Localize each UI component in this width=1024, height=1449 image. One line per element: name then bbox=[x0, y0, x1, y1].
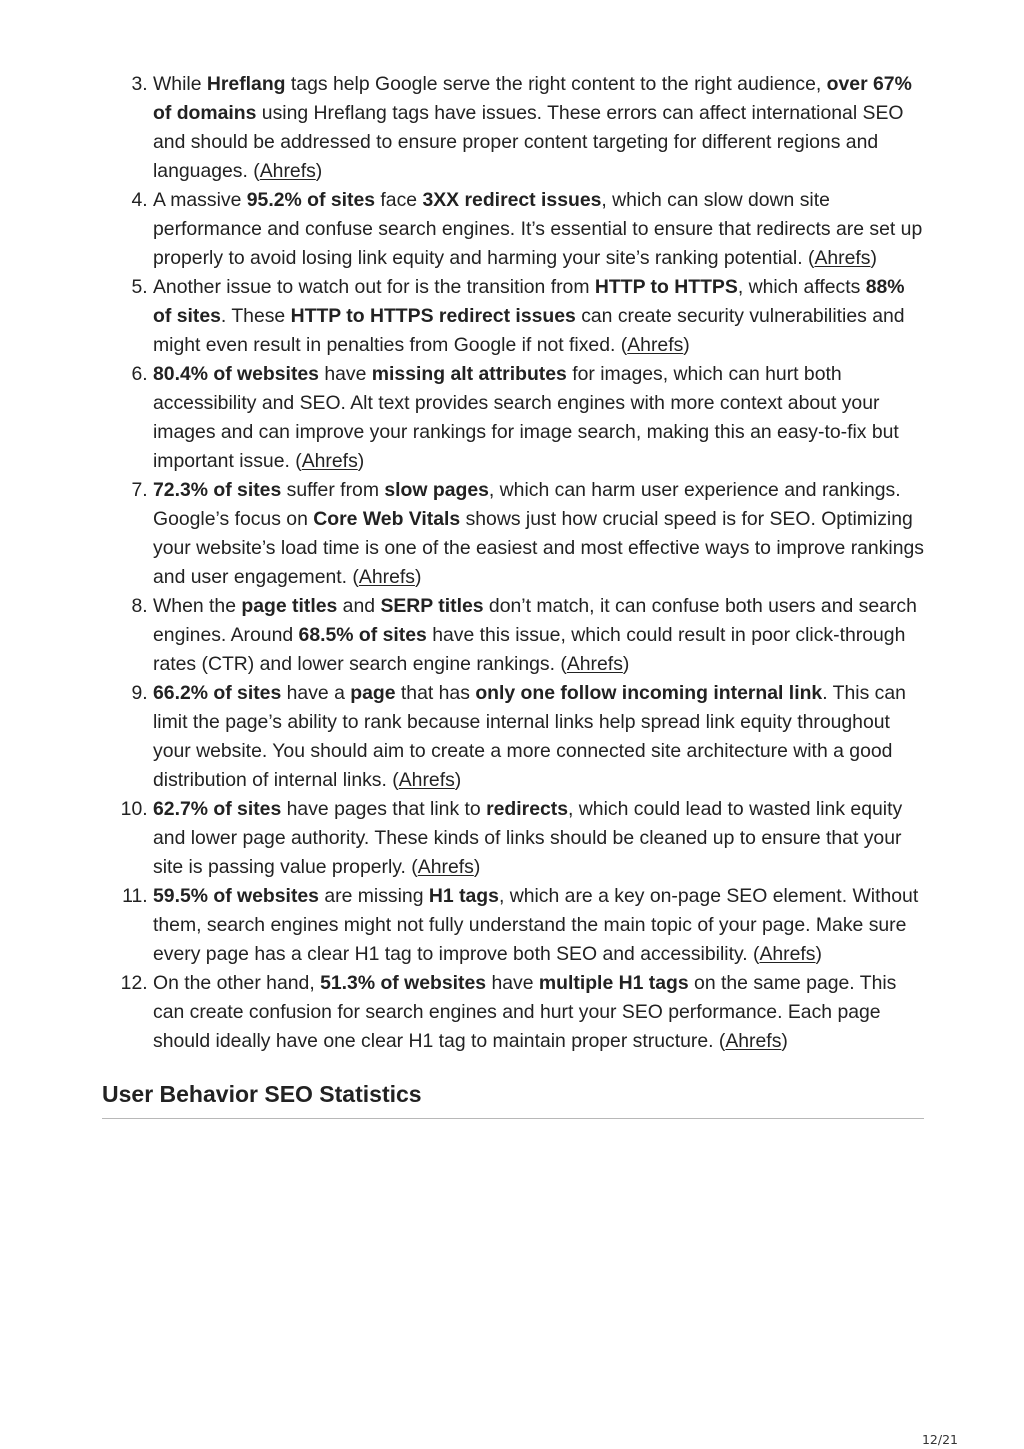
ahrefs-source-link[interactable]: Ahrefs bbox=[627, 334, 684, 356]
item-text: , which can slow down site performance and confuse search engines. It’s essential to ensure that redirects are set up properly to avoid losing link equity and harming your site’s ranking potential. ( bbox=[153, 189, 923, 269]
item-text: A massive bbox=[153, 189, 247, 211]
highlighted-statistic: 88% of sites bbox=[153, 276, 905, 327]
item-text: . These bbox=[220, 305, 291, 327]
item-text: are missing bbox=[318, 885, 429, 907]
item-text: and bbox=[337, 595, 381, 617]
item-text: ) bbox=[683, 334, 690, 356]
list-item bbox=[153, 882, 924, 969]
item-text: face bbox=[375, 189, 423, 211]
list-item bbox=[153, 679, 924, 795]
item-text: ) bbox=[414, 566, 422, 588]
item-text: for images, which can hurt both accessibility and SEO. Alt text provides search engines with more context about your images and can improve your rankings for image search, making this an easy-to-fix but important issue. ( bbox=[153, 363, 899, 472]
item-text: can create security vulnerabilities and might even result in penalties from Google if not fixed. ( bbox=[153, 305, 905, 356]
highlighted-statistic: HTTP to HTTPS bbox=[594, 276, 738, 298]
highlighted-statistic: multiple H1 tags bbox=[538, 972, 689, 994]
ahrefs-source-link[interactable]: Ahrefs bbox=[301, 450, 358, 472]
list-item bbox=[153, 360, 924, 476]
highlighted-statistic: HTTP to HTTPS redirect issues bbox=[290, 305, 576, 327]
item-text: ) bbox=[870, 247, 877, 269]
highlighted-statistic: missing alt attributes bbox=[371, 363, 567, 385]
ahrefs-source-link[interactable]: Ahrefs bbox=[725, 1030, 782, 1052]
highlighted-statistic: 72.3% of sites bbox=[153, 479, 282, 501]
ahrefs-source-link[interactable]: Ahrefs bbox=[358, 566, 415, 588]
list-item bbox=[153, 592, 924, 679]
item-text: ) bbox=[473, 856, 481, 878]
highlighted-statistic: H1 tags bbox=[428, 885, 499, 907]
section-heading: User Behavior SEO Statistics bbox=[102, 1079, 924, 1119]
item-text: Another issue to watch out for is the transition from bbox=[153, 276, 595, 298]
item-text: shows just how crucial speed is for SEO. Optimizing your website’s load time is one of the easiest and most effective ways to improve rankings and user engagement. ( bbox=[153, 508, 924, 588]
item-text: ) bbox=[622, 653, 630, 675]
highlighted-statistic: over 67% of domains bbox=[153, 73, 912, 124]
highlighted-statistic: page titles bbox=[241, 595, 338, 617]
highlighted-statistic: Core Web Vitals bbox=[313, 508, 461, 530]
ahrefs-source-link[interactable]: Ahrefs bbox=[566, 653, 623, 675]
page-number: 12/21 bbox=[921, 1432, 958, 1447]
list-item bbox=[153, 70, 924, 186]
item-text: , which can harm user experience and rankings. Google’s focus on bbox=[153, 479, 901, 530]
item-text: have pages that link to bbox=[281, 798, 487, 820]
highlighted-statistic: 3XX redirect issues bbox=[422, 189, 602, 211]
highlighted-statistic: redirects bbox=[486, 798, 569, 820]
highlighted-statistic: Hreflang bbox=[206, 73, 286, 95]
highlighted-statistic: SERP titles bbox=[380, 595, 484, 617]
list-item bbox=[153, 795, 924, 882]
highlighted-statistic: 68.5% of sites bbox=[298, 624, 427, 646]
item-text: that has bbox=[395, 682, 476, 704]
list-item bbox=[153, 186, 924, 273]
highlighted-statistic: page bbox=[350, 682, 396, 704]
article-content bbox=[102, 70, 924, 1119]
ahrefs-source-link[interactable]: Ahrefs bbox=[814, 247, 871, 269]
item-text: on the same page. This can create confusion for search engines and hurt your SEO performance. Each page should ideally have one clear H1 tag to maintain proper structure. ( bbox=[153, 972, 897, 1052]
highlighted-statistic: 62.7% of sites bbox=[153, 798, 282, 820]
seo-statistics-list bbox=[102, 70, 924, 1056]
item-text: ) bbox=[315, 160, 323, 182]
list-item bbox=[153, 969, 924, 1056]
item-text: have a bbox=[281, 682, 351, 704]
ahrefs-source-link[interactable]: Ahrefs bbox=[759, 943, 816, 965]
item-text: ) bbox=[781, 1030, 788, 1052]
ahrefs-source-link[interactable]: Ahrefs bbox=[417, 856, 474, 878]
highlighted-statistic: 59.5% of websites bbox=[153, 885, 319, 907]
ahrefs-source-link[interactable]: Ahrefs bbox=[259, 160, 316, 182]
highlighted-statistic: only one follow incoming internal link bbox=[475, 682, 823, 704]
highlighted-statistic: 95.2% of sites bbox=[246, 189, 376, 211]
item-text: using Hreflang tags have issues. These errors can affect international SEO and should be addressed to ensure proper content targeting for different regions and languages. ( bbox=[153, 102, 904, 182]
item-text: , which could lead to wasted link equity and lower page authority. These kinds of links should be cleaned up to ensure that your site is passing value properly. ( bbox=[153, 798, 903, 878]
item-text: While bbox=[153, 73, 207, 95]
item-text: tags help Google serve the right content to the right audience, bbox=[285, 73, 827, 95]
item-text: don’t match, it can confuse both users and search engines. Around bbox=[153, 595, 917, 646]
item-text: ) bbox=[357, 450, 365, 472]
item-text: suffer from bbox=[281, 479, 385, 501]
item-text: When the bbox=[153, 595, 242, 617]
highlighted-statistic: 51.3% of websites bbox=[320, 972, 487, 994]
item-text: , which affects bbox=[737, 276, 866, 298]
highlighted-statistic: slow pages bbox=[384, 479, 489, 501]
list-item bbox=[153, 273, 924, 360]
item-text: have bbox=[486, 972, 539, 994]
item-text: ) bbox=[454, 769, 462, 791]
item-text: , which are a key on-page SEO element. Without them, search engines might not fully understand the main topic of your page. Make sure every page has a clear H1 tag to improve both SEO and accessibility. ( bbox=[153, 885, 919, 965]
item-text: On the other hand, bbox=[153, 972, 321, 994]
ahrefs-source-link[interactable]: Ahrefs bbox=[398, 769, 455, 791]
highlighted-statistic: 66.2% of sites bbox=[153, 682, 282, 704]
item-text: . This can limit the page’s ability to rank because internal links help spread link equity throughout your website. You should aim to create a more connected site architecture with a good distribution of internal links. ( bbox=[153, 682, 906, 791]
item-text: have this issue, which could result in poor click-through rates (CTR) and lower search engine rankings. ( bbox=[153, 624, 906, 675]
highlighted-statistic: 80.4% of websites bbox=[153, 363, 319, 385]
item-text: ) bbox=[815, 943, 822, 965]
list-item bbox=[153, 476, 924, 592]
item-text: have bbox=[318, 363, 372, 385]
